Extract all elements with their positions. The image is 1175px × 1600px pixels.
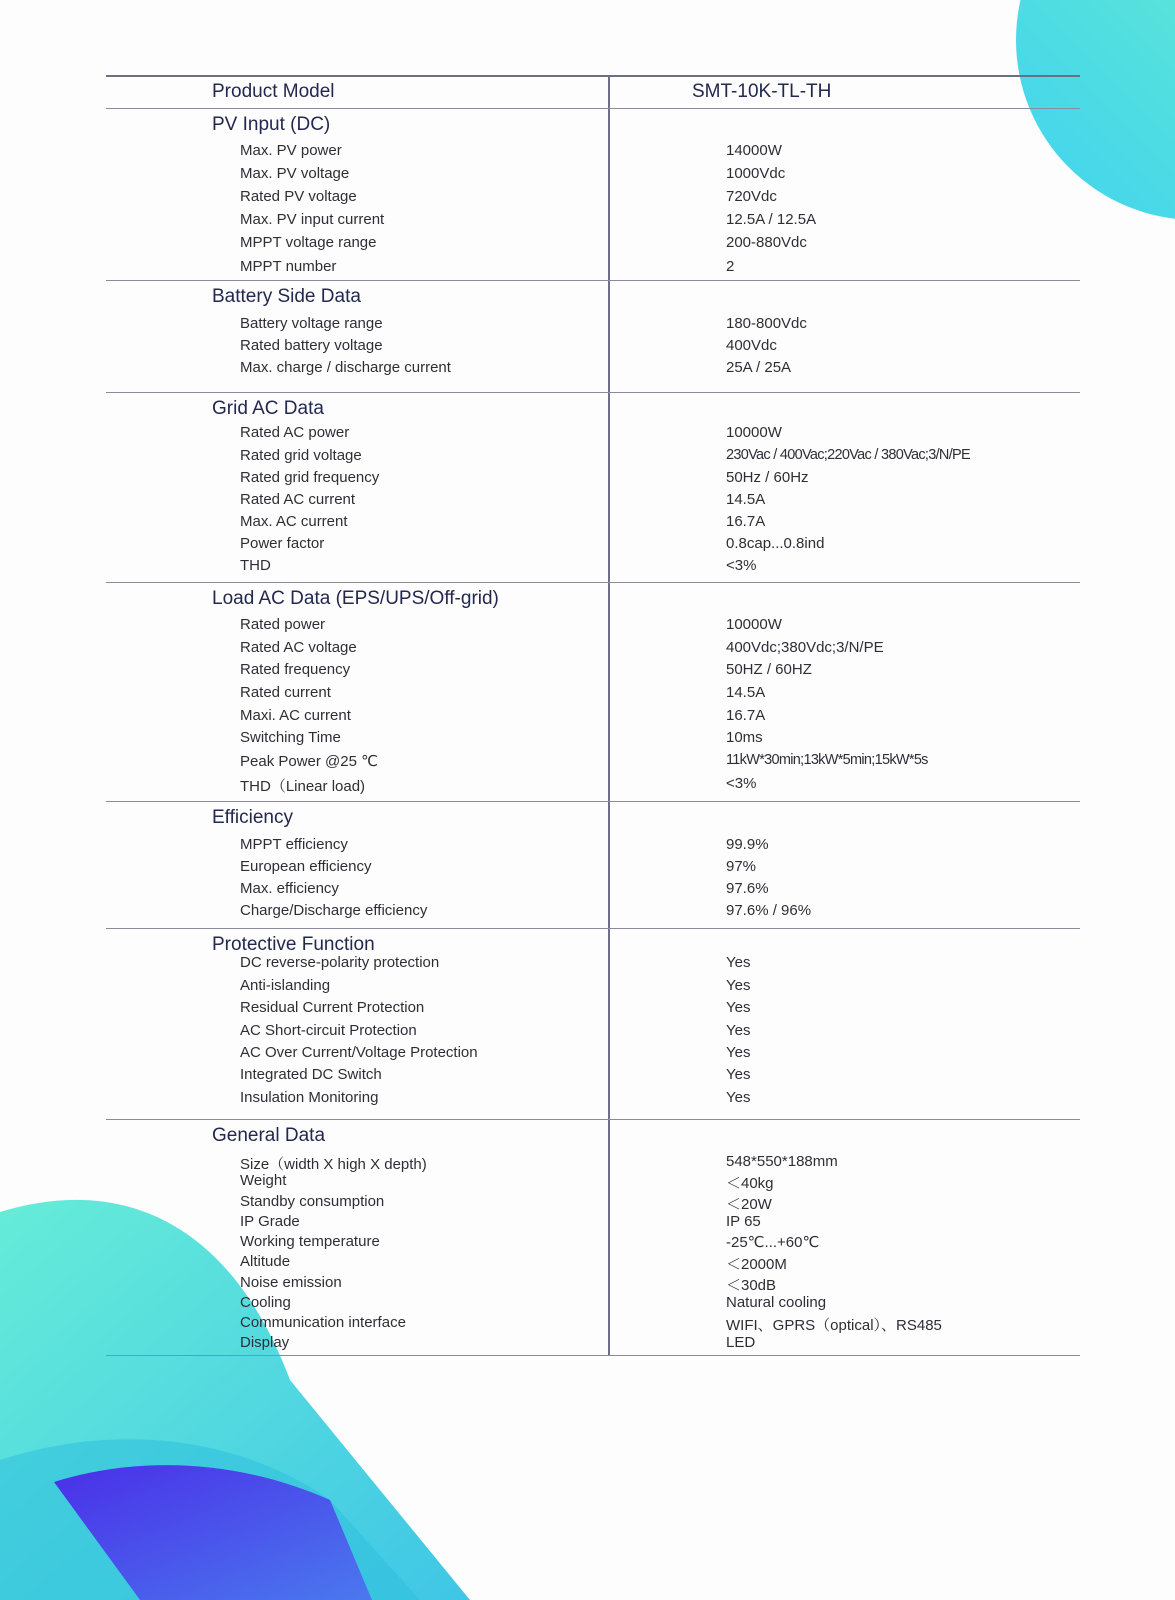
section-general-data	[106, 1120, 1080, 1355]
spec-label: THD（Linear load)	[240, 778, 366, 795]
spec-row	[106, 661, 1080, 681]
spec-value: 2	[726, 258, 735, 275]
spec-label: Max. charge / discharge current	[240, 359, 451, 376]
spec-row	[106, 513, 1080, 533]
spec-value: Yes	[726, 1022, 751, 1039]
spec-row	[106, 1044, 1080, 1064]
spec-row	[106, 1274, 1080, 1294]
spec-value: 10000W	[726, 616, 782, 633]
spec-label: Cooling	[240, 1294, 291, 1311]
spec-value: WIFI、GPRS（optical）、RS485	[726, 1317, 942, 1334]
spec-label: Rated frequency	[240, 661, 351, 678]
spec-label: Rated grid frequency	[240, 469, 380, 486]
spec-value: ＜40kg	[726, 1175, 774, 1192]
spec-label: IP Grade	[240, 1213, 300, 1230]
spec-row	[106, 557, 1080, 577]
spec-value: Yes	[726, 999, 751, 1016]
spec-label: Max. AC current	[240, 513, 348, 530]
spec-label: Altitude	[240, 1253, 291, 1270]
spec-value: 548*550*188mm	[726, 1153, 838, 1170]
spec-row	[106, 211, 1080, 231]
spec-label: Rated power	[240, 616, 326, 633]
spec-row	[106, 1334, 1080, 1354]
spec-value: -25℃...+60℃	[726, 1234, 820, 1251]
spec-value: Natural cooling	[726, 1294, 827, 1311]
spec-label: Max. efficiency	[240, 880, 339, 897]
section-title: Efficiency	[212, 807, 293, 828]
spec-table	[106, 75, 1080, 1356]
spec-value: 50HZ / 60HZ	[726, 661, 812, 678]
spec-value: 200-880Vdc	[726, 234, 807, 251]
spec-row	[106, 1193, 1080, 1213]
section-title: General Data	[212, 1125, 326, 1146]
spec-value: 14.5A	[726, 684, 766, 701]
spec-row	[106, 977, 1080, 997]
spec-value: 12.5A / 12.5A	[726, 211, 817, 228]
spec-value: 99.9%	[726, 836, 769, 853]
spec-value: ＜2000M	[726, 1256, 787, 1273]
spec-label: AC Over Current/Voltage Protection	[240, 1044, 478, 1061]
spec-row	[106, 729, 1080, 749]
spec-row	[106, 1253, 1080, 1273]
spec-value: 97.6%	[726, 880, 769, 897]
section-efficiency	[106, 802, 1080, 929]
spec-value: 0.8cap...0.8ind	[726, 535, 825, 552]
section-title: Load AC Data (EPS/UPS/Off-grid)	[212, 588, 499, 609]
spec-row	[106, 902, 1080, 922]
spec-row	[106, 880, 1080, 900]
spec-value: 1000Vdc	[726, 165, 786, 182]
spec-value: IP 65	[726, 1213, 761, 1230]
section-title: Grid AC Data	[212, 398, 324, 419]
spec-label: Peak Power @25 ℃	[240, 753, 378, 770]
spec-row	[106, 836, 1080, 856]
spec-row	[106, 954, 1080, 974]
spec-value: Yes	[726, 954, 751, 971]
spec-value: Yes	[726, 1044, 751, 1061]
spec-row	[106, 858, 1080, 878]
spec-row	[106, 999, 1080, 1019]
section-load-ac-data-eps-ups-off-grid	[106, 583, 1080, 802]
spec-label: Rated current	[240, 684, 331, 701]
spec-label: Charge/Discharge efficiency	[240, 902, 428, 919]
spec-label: Rated AC power	[240, 424, 350, 441]
spec-row	[106, 684, 1080, 704]
product-model-value: SMT-10K-TL-TH	[692, 81, 832, 102]
spec-value: 50Hz / 60Hz	[726, 469, 809, 486]
spec-row	[106, 1089, 1080, 1109]
section-protective-function	[106, 929, 1080, 1120]
section-title: Protective Function	[212, 934, 375, 955]
spec-label: Max. PV power	[240, 142, 342, 159]
section-title: Battery Side Data	[212, 286, 361, 307]
spec-value: 10ms	[726, 729, 763, 746]
spec-label: Standby consumption	[240, 1193, 385, 1210]
spec-label: Residual Current Protection	[240, 999, 425, 1016]
spec-row	[106, 535, 1080, 555]
spec-row	[106, 447, 1080, 467]
spec-value: ＜20W	[726, 1196, 772, 1213]
spec-value: ＜30dB	[726, 1277, 777, 1294]
section-title: PV Input (DC)	[212, 114, 331, 135]
spec-value: 14000W	[726, 142, 782, 159]
spec-label: Power factor	[240, 535, 325, 552]
spec-label: Max. PV input current	[240, 211, 385, 228]
spec-label: Communication interface	[240, 1314, 406, 1331]
spec-label: Maxi. AC current	[240, 707, 351, 724]
spec-value: 400Vdc;380Vdc;3/N/PE	[726, 639, 884, 656]
section-pv-input-dc	[106, 109, 1080, 281]
spec-value: 97%	[726, 858, 757, 875]
spec-label: Rated AC current	[240, 491, 356, 508]
spec-label: Size（width X high X depth)	[240, 1156, 427, 1173]
spec-row	[106, 707, 1080, 727]
spec-label: Max. PV voltage	[240, 165, 350, 182]
section-battery-side-data	[106, 281, 1080, 393]
spec-row	[106, 142, 1080, 162]
spec-row	[106, 616, 1080, 636]
spec-label: Rated AC voltage	[240, 639, 357, 656]
spec-label: Rated grid voltage	[240, 447, 362, 464]
spec-label: MPPT efficiency	[240, 836, 348, 853]
spec-label: MPPT voltage range	[240, 234, 377, 251]
spec-label: THD	[240, 557, 271, 574]
spec-label: DC reverse-polarity protection	[240, 954, 440, 971]
spec-label: Weight	[240, 1172, 287, 1189]
spec-value: 25A / 25A	[726, 359, 792, 376]
spec-value: 16.7A	[726, 707, 766, 724]
spec-label: MPPT number	[240, 258, 337, 275]
spec-value: 230Vac / 400Vac;220Vac / 380Vac;3/N/PE	[726, 447, 970, 463]
spec-value: 720Vdc	[726, 188, 777, 205]
spec-label: Insulation Monitoring	[240, 1089, 379, 1106]
spec-row	[106, 1066, 1080, 1086]
spec-value: Yes	[726, 1066, 751, 1083]
spec-row	[106, 1172, 1080, 1192]
spec-row	[106, 424, 1080, 444]
spec-label: Integrated DC Switch	[240, 1066, 382, 1083]
spec-label: Working temperature	[240, 1233, 380, 1250]
spec-label: Battery voltage range	[240, 315, 383, 332]
spec-value: 11kW*30min;13kW*5min;15kW*5s	[726, 752, 928, 768]
spec-value: 14.5A	[726, 491, 766, 508]
spec-value: 10000W	[726, 424, 782, 441]
spec-row	[106, 775, 1080, 795]
spec-label: Display	[240, 1334, 290, 1351]
table-header-row	[106, 77, 1080, 109]
spec-value: Yes	[726, 1089, 751, 1106]
spec-label: Switching Time	[240, 729, 341, 746]
spec-row	[106, 1213, 1080, 1233]
spec-row	[106, 469, 1080, 489]
spec-row	[106, 234, 1080, 254]
section-grid-ac-data	[106, 393, 1080, 583]
spec-value: 97.6% / 96%	[726, 902, 812, 919]
spec-value: Yes	[726, 977, 751, 994]
spec-row	[106, 1233, 1080, 1253]
spec-label: Anti-islanding	[240, 977, 331, 994]
spec-row	[106, 752, 1080, 772]
spec-row	[106, 639, 1080, 659]
spec-label: Noise emission	[240, 1274, 342, 1291]
spec-row	[106, 258, 1080, 278]
spec-row	[106, 188, 1080, 208]
spec-label: Rated PV voltage	[240, 188, 357, 205]
spec-row	[106, 491, 1080, 511]
product-model-label: Product Model	[212, 81, 335, 102]
spec-value: LED	[726, 1334, 756, 1351]
spec-row	[106, 315, 1080, 335]
spec-row	[106, 165, 1080, 185]
spec-row	[106, 1314, 1080, 1334]
spec-label: AC Short-circuit Protection	[240, 1022, 417, 1039]
spec-value: 400Vdc	[726, 337, 777, 354]
spec-label: European efficiency	[240, 858, 372, 875]
spec-sections	[106, 109, 1080, 1355]
spec-row	[106, 359, 1080, 379]
spec-row	[106, 337, 1080, 357]
spec-label: Rated battery voltage	[240, 337, 383, 354]
spec-value: <3%	[726, 775, 757, 792]
spec-value: <3%	[726, 557, 757, 574]
spec-row	[106, 1153, 1080, 1173]
spec-value: 16.7A	[726, 513, 766, 530]
spec-row	[106, 1022, 1080, 1042]
spec-value: 180-800Vdc	[726, 315, 807, 332]
spec-row	[106, 1294, 1080, 1314]
